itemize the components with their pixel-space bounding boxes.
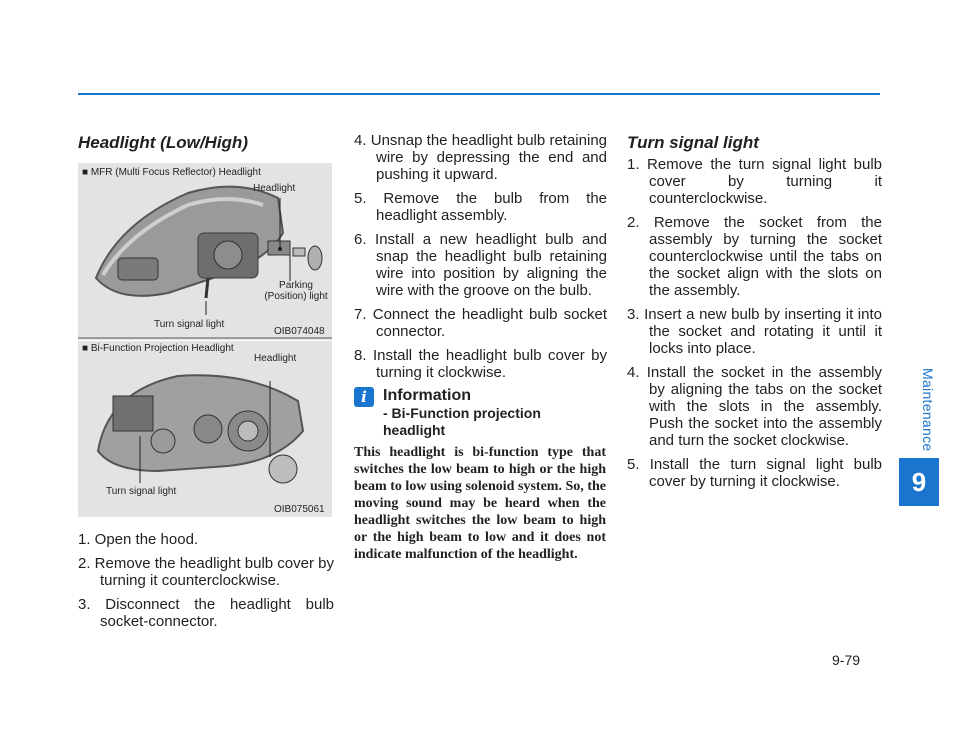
header-rule [78, 93, 880, 95]
figure2-caption: ■ Bi-Function Projection Headlight [82, 343, 234, 354]
figure1-turn-label: Turn signal light [154, 319, 225, 330]
information-body: This headlight is bi-function type that switches the low beam to high or the high beam to low using solenoid system. So, the moving sound may be heard when the headlight switches the low beam to high or the high beam to low and it does not indicate malfunction of the headlight. [354, 445, 606, 562]
list-item: 4. Install the socket in the assembly by aligning the tabs on the socket with the slots in the assembly. Push the socket into the assembly and turn the socket clockwise. [627, 364, 882, 449]
section-label: Maintenance [920, 368, 936, 452]
list-item: 4. Unsnap the headlight bulb retaining wire by depressing the end and pushing it upward. [354, 132, 607, 183]
information-icon: i [354, 387, 374, 407]
figure1-headlight-label: Headlight [253, 183, 296, 194]
turn-signal-steps-list [627, 156, 882, 497]
list-item: 3. Disconnect the headlight bulb socket-connector. [78, 596, 334, 630]
list-item: 7. Connect the headlight bulb socket connector. [354, 306, 607, 340]
list-item: 1. Remove the turn signal light bulb cover by turning it counterclockwise. [627, 156, 882, 207]
list-item: 6. Install a new headlight bulb and snap the headlight bulb retaining wire into position by aligning the wire with the groove on the bulb. [354, 231, 607, 299]
figure2-headlight-label: Headlight [254, 353, 297, 364]
information-title: Information [383, 387, 471, 404]
information-subtitle: - Bi-Function projection headlight [383, 405, 541, 438]
figure2-turn-label: Turn signal light [106, 486, 177, 497]
figure1-caption: ■ MFR (Multi Focus Reflector) Headlight [82, 167, 261, 178]
chapter-number-badge: 9 [899, 458, 939, 506]
figure1-parking-label: Parking (Position) light [264, 280, 328, 302]
list-item: 5. Install the turn signal light bulb cover by turning it clockwise. [627, 456, 882, 490]
list-item: 3. Insert a new bulb by inserting it into the socket and rotating it until it locks into place. [627, 306, 882, 357]
list-item: 8. Install the headlight bulb cover by turning it clockwise. [354, 347, 607, 381]
headlight-heading: Headlight (Low/High) [78, 133, 248, 152]
figure-bifunction-headlight [78, 341, 332, 517]
turn-signal-heading: Turn signal light [627, 133, 759, 152]
figure2-code: OIB075061 [274, 504, 325, 515]
figure1-code: OIB074048 [274, 326, 325, 337]
list-item: 2. Remove the socket from the assembly by turning the socket counterclockwise until the tabs on the socket align with the slots on the assembly. [627, 214, 882, 299]
headlight-steps-continued [354, 132, 607, 388]
list-item: 1. Open the hood. [78, 531, 199, 548]
list-item: 2. Remove the headlight bulb cover by turning it counterclockwise. [78, 555, 334, 589]
list-item: 5. Remove the bulb from the headlight assembly. [354, 190, 607, 224]
page-number: 9-79 [832, 652, 861, 668]
figure-mfr-headlight [78, 163, 332, 340]
headlight-steps-list [78, 531, 334, 637]
